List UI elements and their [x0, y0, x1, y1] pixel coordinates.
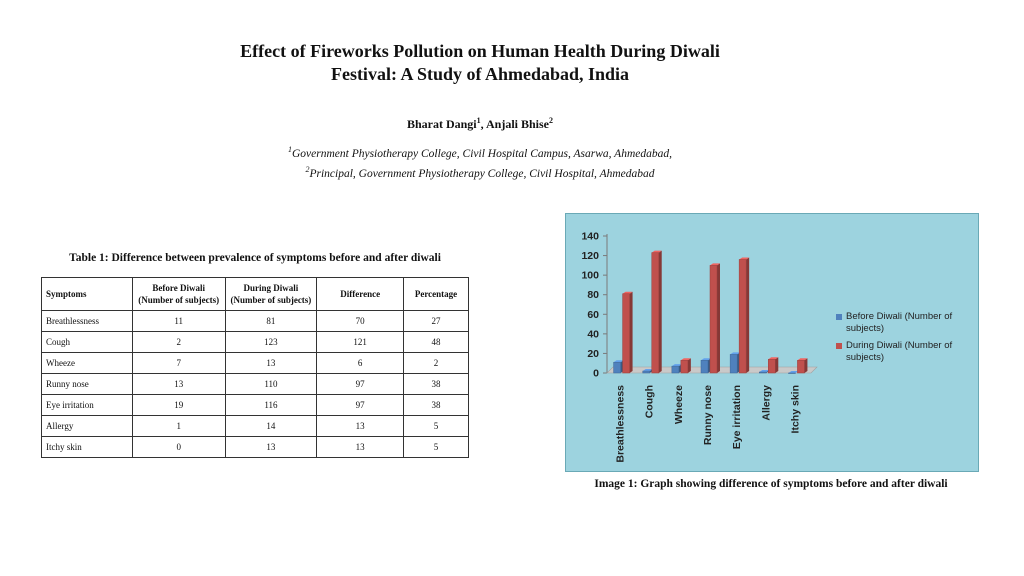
- symptoms-table: [41, 277, 469, 458]
- bar-during: [710, 265, 717, 373]
- bar-side: [746, 257, 749, 373]
- bar-during: [768, 359, 775, 373]
- author-2: Anjali Bhise: [486, 117, 550, 131]
- table-cell: 1: [132, 416, 225, 437]
- legend-label-during: During Diwali (Number of subjects): [846, 340, 953, 363]
- table-caption: Table 1: Difference between prevalence of symptoms before and after diwali: [69, 252, 441, 264]
- table-cell: Allergy: [42, 416, 133, 437]
- bar-before: [672, 366, 679, 373]
- y-tick-label: 140: [581, 230, 599, 243]
- table-cell: 38: [404, 395, 469, 416]
- table-cell: 121: [317, 332, 404, 353]
- table-cell: 0: [132, 437, 225, 458]
- table-cell: 97: [317, 374, 404, 395]
- bar-during: [623, 294, 630, 373]
- table-cell: 13: [317, 416, 404, 437]
- table-cell: 97: [317, 395, 404, 416]
- table-header-row: [42, 278, 469, 311]
- table-row: [42, 311, 469, 332]
- table-cell: Wheeze: [42, 353, 133, 374]
- bar-side: [717, 263, 720, 373]
- legend-item-before: [836, 311, 976, 335]
- legend-item-during: [836, 340, 976, 364]
- y-tick-label: 0: [593, 367, 599, 380]
- chart-legend: [836, 311, 976, 369]
- table-cell: 13: [225, 353, 317, 374]
- legend-label-before: Before Diwali (Number of subjects): [846, 311, 953, 334]
- y-tick-label: 100: [581, 269, 599, 282]
- bar-side: [630, 292, 633, 373]
- table-header-cell: Before Diwali (Number of subjects): [132, 278, 225, 311]
- x-tick-label: Eye irritation: [731, 385, 744, 450]
- affiliation-1-text: Government Physiotherapy College, Civil Hospital Campus, Asarwa, Ahmedabad,: [291, 147, 672, 160]
- table-cell: 11: [132, 311, 225, 332]
- affiliation-2: [0, 162, 960, 182]
- author-list: [0, 116, 960, 132]
- table-row: [42, 416, 469, 437]
- table-cell: 5: [404, 437, 469, 458]
- table-cell: 2: [132, 332, 225, 353]
- table-cell: Eye irritation: [42, 395, 133, 416]
- table-cell: 27: [404, 311, 469, 332]
- bar-during: [652, 253, 659, 373]
- table-cell: 14: [225, 416, 317, 437]
- table-cell: 110: [225, 374, 317, 395]
- table-cell: 123: [225, 332, 317, 353]
- affiliation-2-text: Principal, Government Physiotherapy College, Civil Hospital, Ahmedabad: [309, 167, 655, 180]
- table-cell: 81: [225, 311, 317, 332]
- table-cell: Cough: [42, 332, 133, 353]
- bar-before: [759, 372, 766, 373]
- paper-title: [0, 40, 960, 86]
- paper-title-line1: Effect of Fireworks Pollution on Human Health During Diwali: [240, 41, 720, 61]
- x-tick-label: Wheeze: [672, 385, 685, 425]
- y-tick-label: 40: [587, 328, 599, 341]
- y-tick-label: 20: [587, 347, 599, 360]
- legend-swatch-before: [836, 314, 842, 320]
- y-tick-label: 80: [587, 289, 599, 302]
- author-2-sup: 2: [549, 116, 554, 125]
- bar-before: [788, 373, 795, 374]
- x-tick-label: Runny nose: [702, 385, 714, 446]
- table-cell: 38: [404, 374, 469, 395]
- table-row: [42, 374, 469, 395]
- affiliation-2-sup: 2: [305, 164, 310, 174]
- author-separator: ,: [480, 117, 486, 131]
- table-cell: 13: [225, 437, 317, 458]
- table-row: [42, 437, 469, 458]
- author-1: Bharat Dangi: [406, 117, 477, 131]
- table-row: [42, 395, 469, 416]
- y-tick-label: 120: [581, 250, 599, 263]
- table-cell: 7: [132, 353, 225, 374]
- bar-side: [775, 357, 778, 373]
- bar-during: [681, 360, 688, 373]
- bar-during: [739, 259, 746, 373]
- table-cell: 5: [404, 416, 469, 437]
- table-cell: Breathlessness: [42, 311, 133, 332]
- table-row: [42, 353, 469, 374]
- author-1-sup: 1: [476, 116, 481, 125]
- bar-side: [659, 251, 662, 373]
- affiliation-1: [0, 142, 960, 162]
- x-tick-label: Allergy: [760, 385, 773, 421]
- bar-during: [797, 360, 804, 373]
- bar-before: [701, 360, 708, 373]
- table-cell: 13: [132, 374, 225, 395]
- table-cell: 2: [404, 353, 469, 374]
- legend-swatch-during: [836, 343, 842, 349]
- table-cell: 19: [132, 395, 225, 416]
- table-header-cell: During Diwali (Number of subjects): [225, 278, 317, 311]
- bar-before: [730, 354, 737, 373]
- figure-caption: Image 1: Graph showing difference of symptoms before and after diwali: [594, 478, 948, 490]
- table-header-cell: Difference: [317, 278, 404, 311]
- x-tick-label: Itchy skin: [789, 385, 802, 434]
- affiliations: [0, 142, 960, 182]
- table-row: [42, 332, 469, 353]
- bar-before: [643, 371, 650, 373]
- table-cell: 70: [317, 311, 404, 332]
- bar-side: [688, 358, 691, 373]
- x-tick-label: Cough: [643, 385, 656, 419]
- table-cell: Runny nose: [42, 374, 133, 395]
- table-header-cell: Percentage: [404, 278, 469, 311]
- table-cell: 13: [317, 437, 404, 458]
- affiliation-1-sup: 1: [287, 145, 292, 154]
- table-cell: 6: [317, 353, 404, 374]
- bar-before: [614, 362, 621, 373]
- x-tick-label: Breathlessness: [614, 385, 627, 463]
- y-tick-label: 60: [587, 308, 599, 321]
- paper-title-line2: Festival: A Study of Ahmedabad, India: [330, 64, 630, 84]
- table-cell: Itchy skin: [42, 437, 133, 458]
- table-cell: 48: [404, 332, 469, 353]
- table-header-cell: Symptoms: [42, 278, 133, 311]
- table-cell: 116: [225, 395, 317, 416]
- bar-side: [804, 358, 807, 373]
